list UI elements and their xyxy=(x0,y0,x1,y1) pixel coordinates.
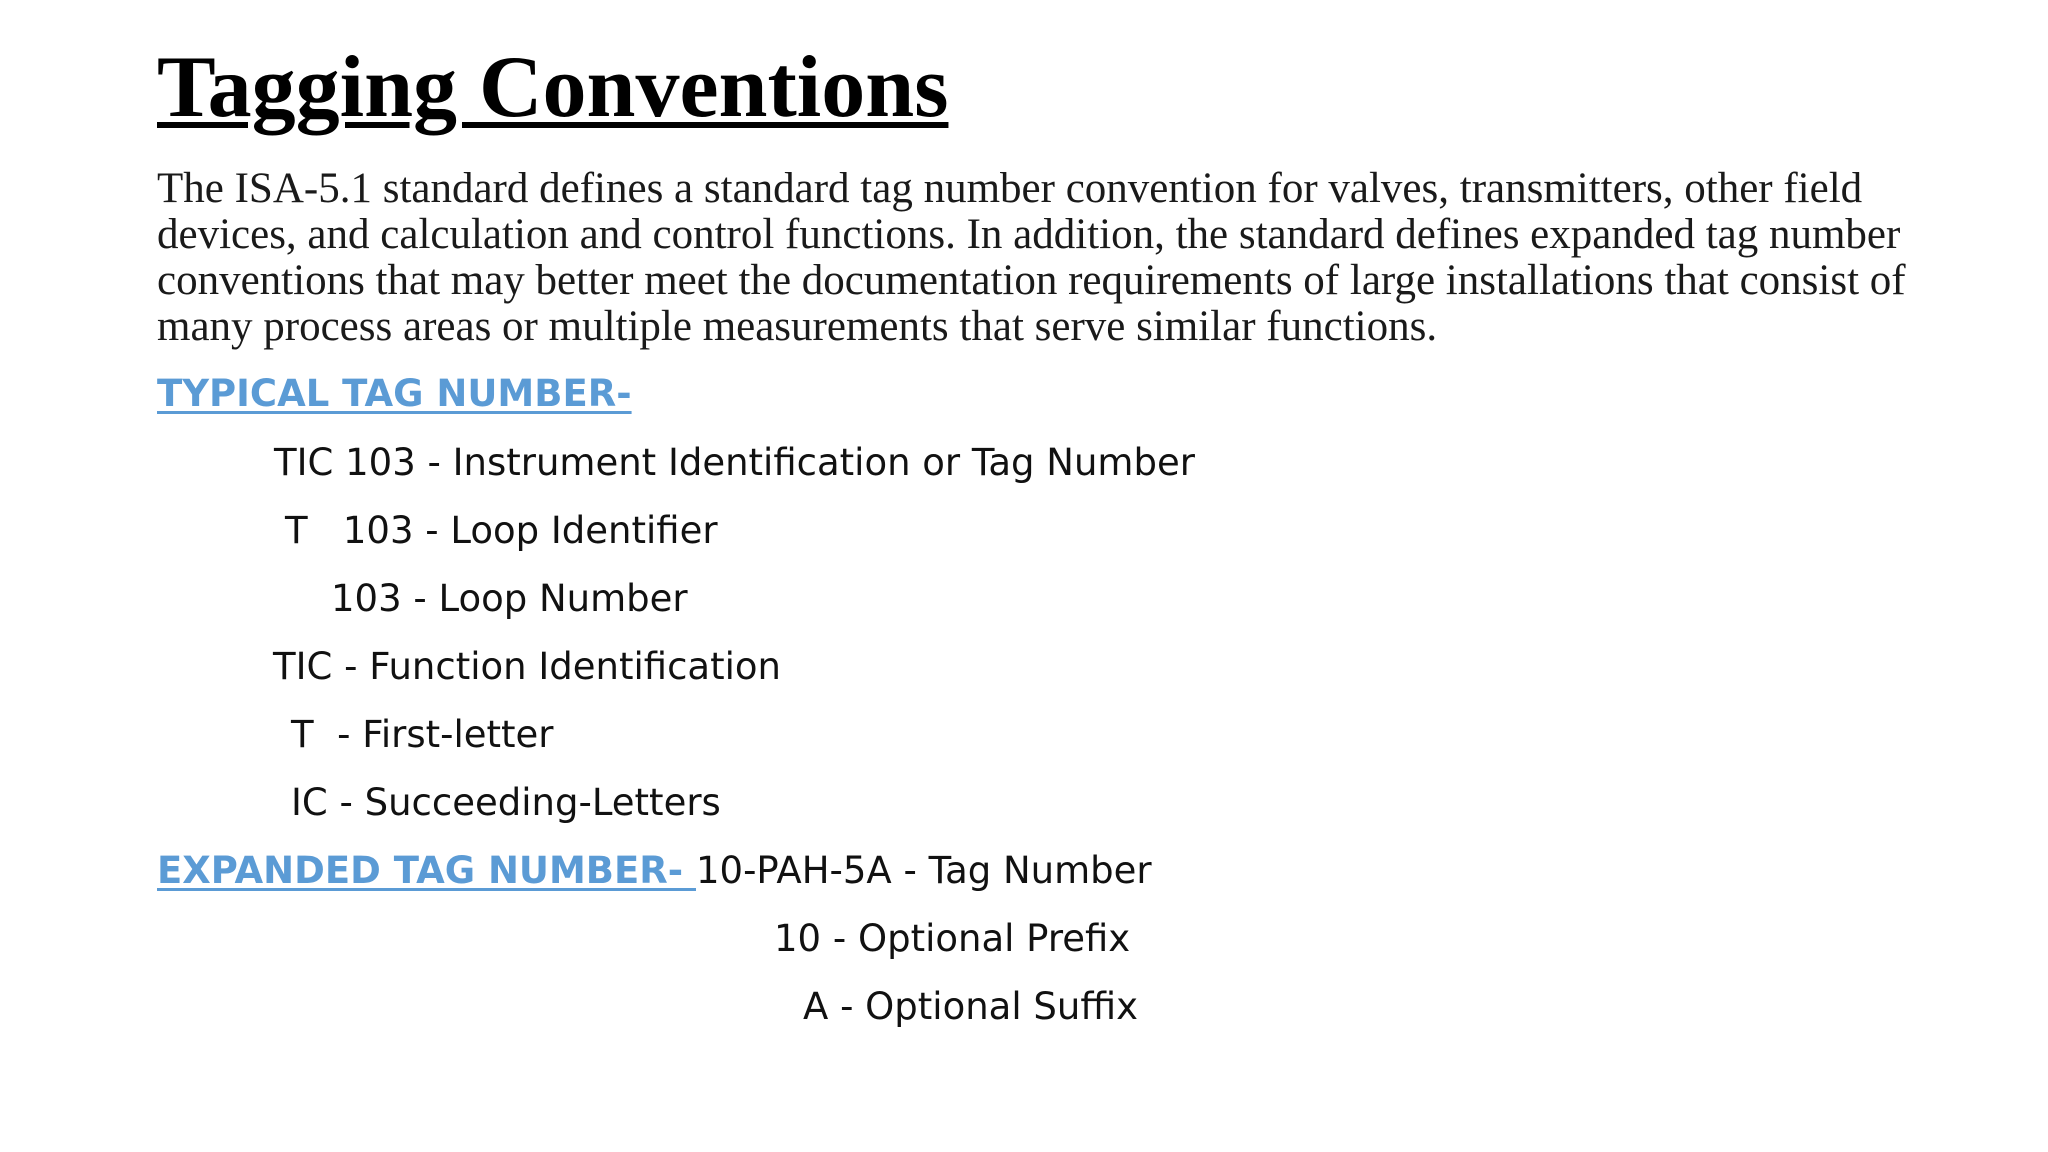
typical-line-loop-identifier: T 103 - Loop Identifier xyxy=(285,509,718,552)
expanded-tag-heading: EXPANDED TAG NUMBER- xyxy=(157,849,696,892)
expanded-tag-text: 10-PAH-5A - Tag Number xyxy=(696,849,1152,892)
intro-paragraph: The ISA-5.1 standard defines a standard tag number convention for valves, transmitters, other field devices, and calculation and control functions. In addition, the standard defines expanded tag number conventions that may better meet the documentation requirements of large installations that consist of many process areas or multiple measurements that serve similar functions. xyxy=(157,165,1906,350)
expanded-tag-row xyxy=(157,848,1152,894)
expanded-line-optional-suffix: A - Optional Suffix xyxy=(803,985,1138,1028)
typical-line-succeeding-letters: IC - Succeeding-Letters xyxy=(291,781,721,824)
typical-line-loop-number: 103 - Loop Number xyxy=(331,577,688,620)
slide-title: Tagging Conventions xyxy=(157,39,949,136)
expanded-line-optional-prefix: 10 - Optional Prefix xyxy=(774,917,1131,960)
typical-line-first-letter: T - First-letter xyxy=(291,713,554,756)
typical-line-tag-number: TIC 103 - Instrument Identification or Tag Number xyxy=(274,441,1195,484)
typical-line-function-identification: TIC - Function Identification xyxy=(273,645,781,688)
typical-tag-heading: TYPICAL TAG NUMBER- xyxy=(157,372,632,415)
typical-tag-heading-row xyxy=(157,371,632,417)
